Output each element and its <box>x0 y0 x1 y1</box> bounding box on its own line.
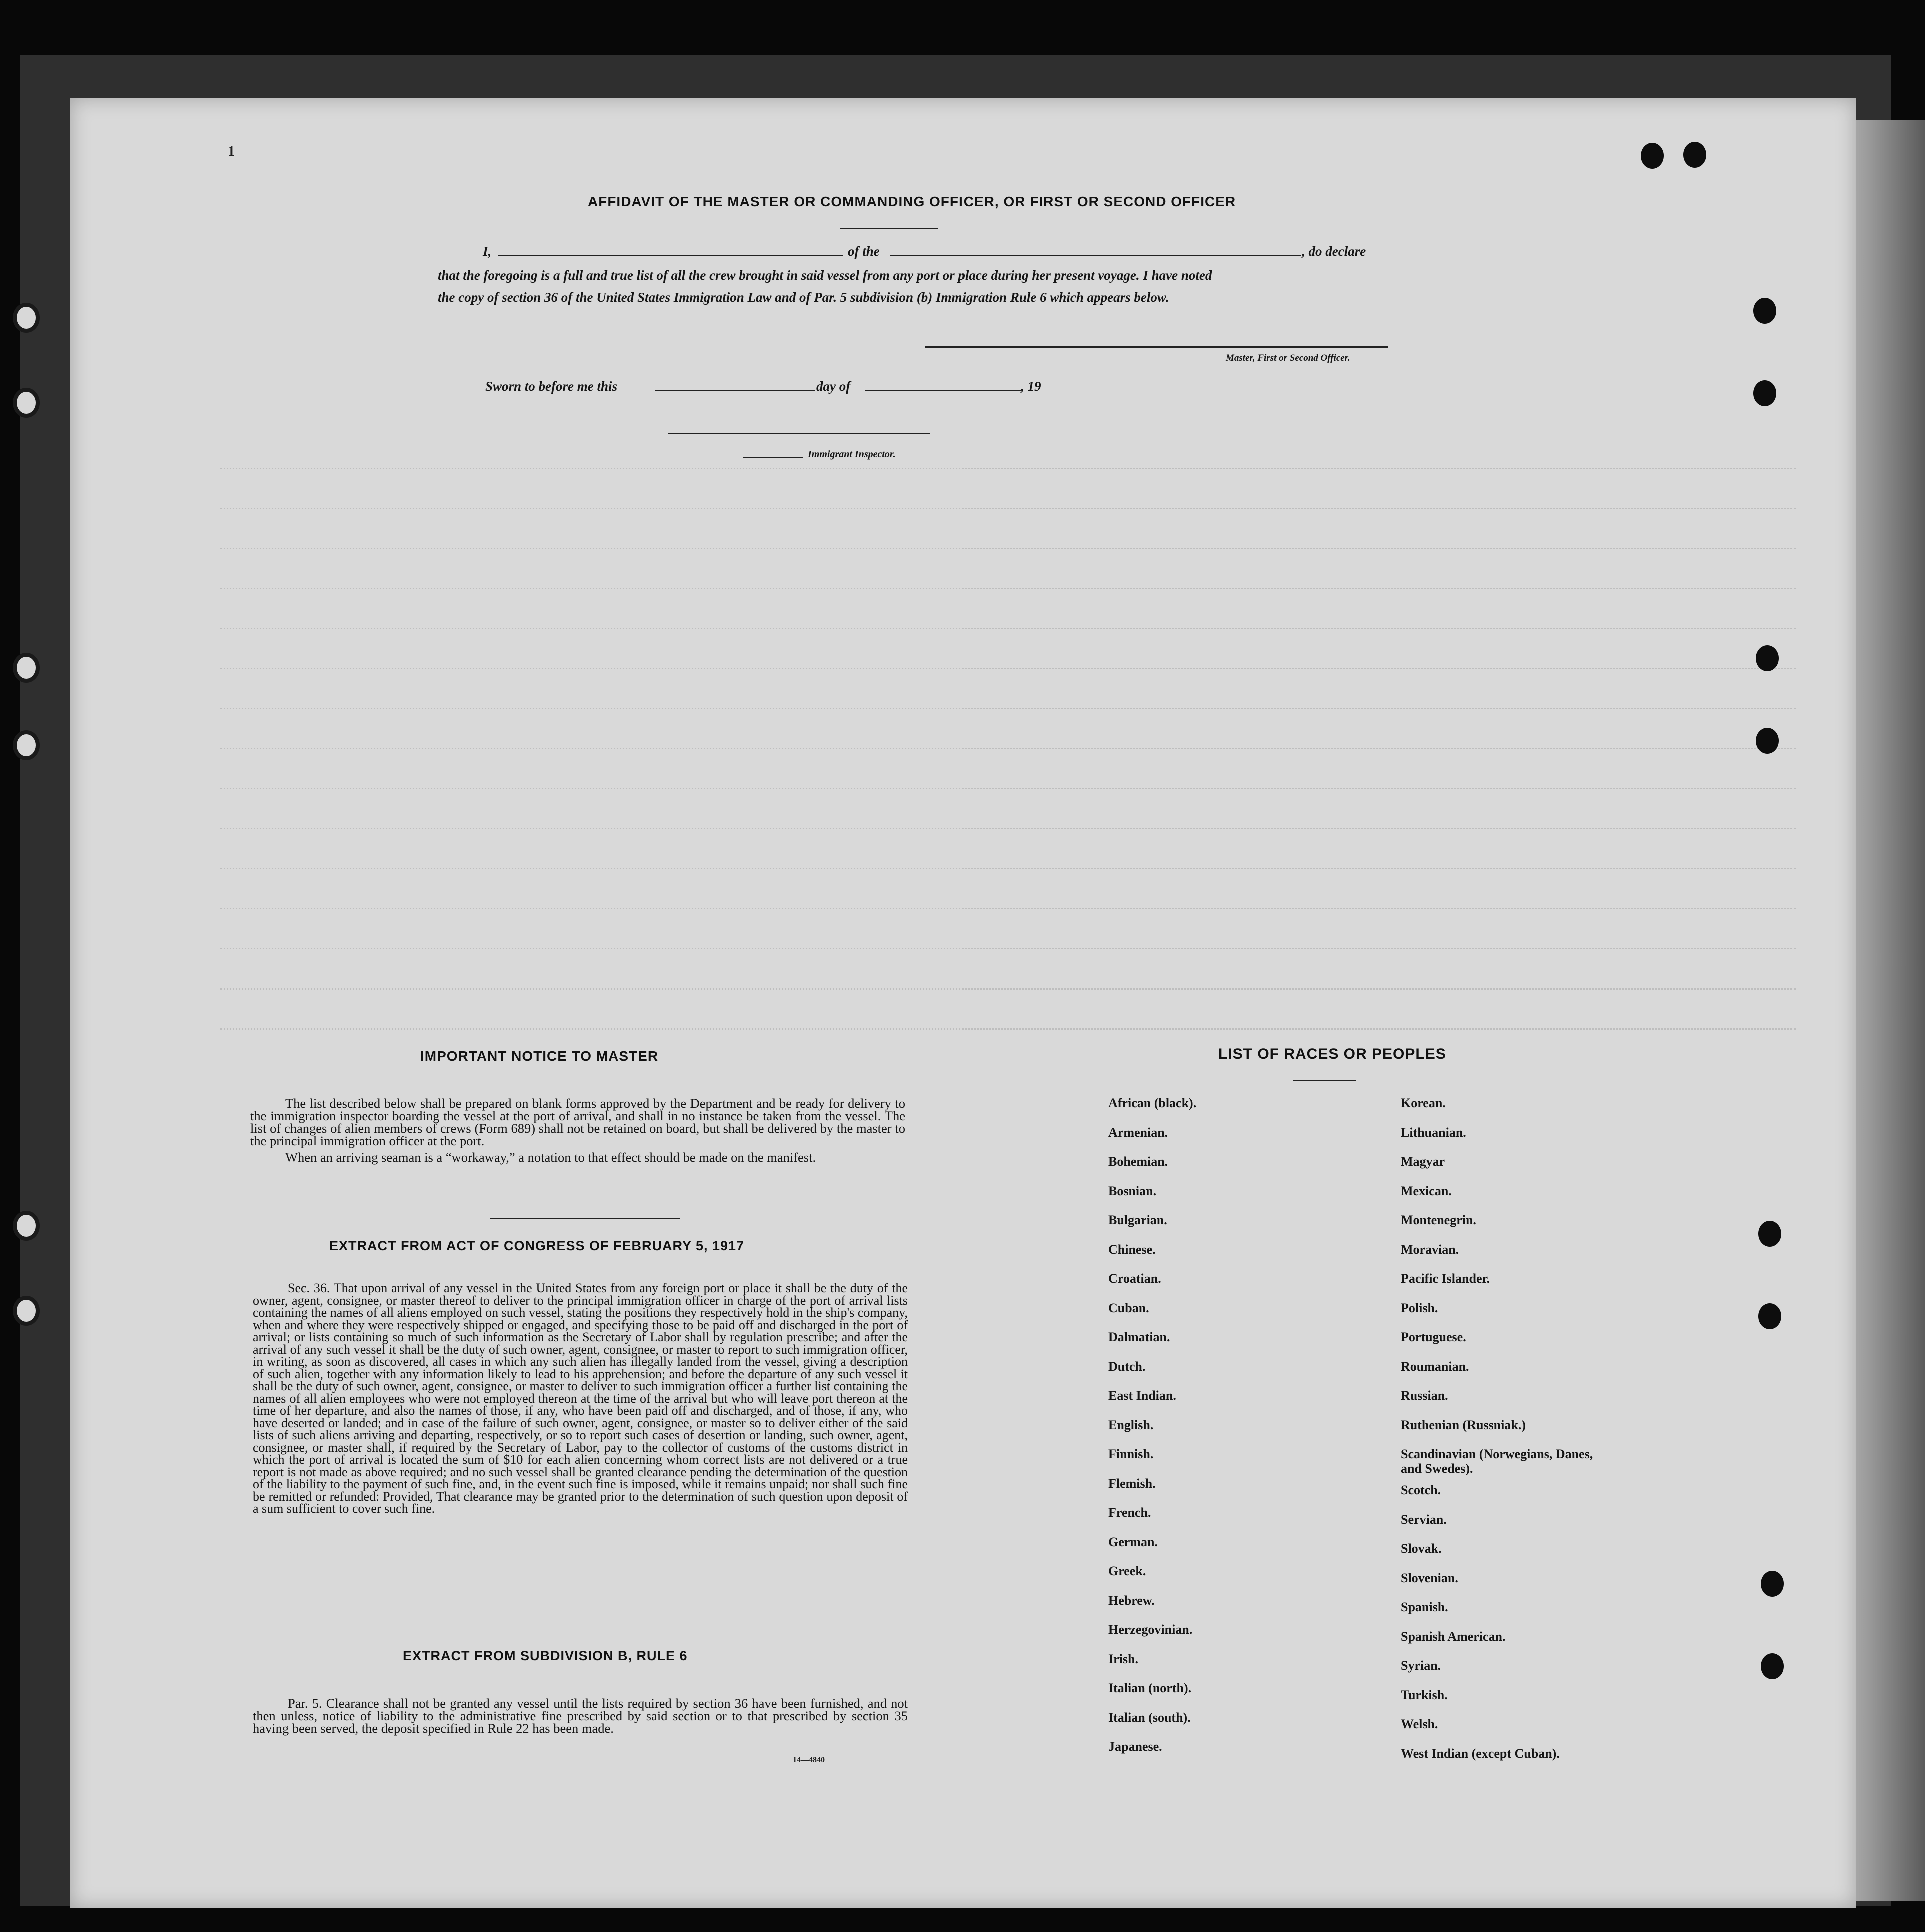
signature-line[interactable] <box>925 346 1388 348</box>
race-item: Armenian. <box>1108 1125 1168 1140</box>
bleed-through-row <box>220 908 1796 916</box>
binder-hole <box>13 388 40 418</box>
notice-paragraph-2: When an arriving seaman is a “workaway,” a notation to that effect should be made on the manifest. <box>285 1150 816 1165</box>
race-item: Herzegovinian. <box>1108 1622 1193 1637</box>
races-title: LIST OF RACES OR PEOPLES <box>1218 1046 1446 1062</box>
bleed-through-row <box>220 948 1796 956</box>
bleed-through-row <box>220 588 1796 596</box>
affidavit-of-the: of the <box>848 244 880 259</box>
bleed-through-row <box>220 748 1796 756</box>
races-divider <box>1293 1080 1356 1081</box>
bleed-through-row <box>220 628 1796 636</box>
punch-hole <box>1761 1653 1784 1679</box>
punch-hole <box>1761 1571 1784 1597</box>
sworn-day-of: day of <box>816 379 851 394</box>
race-item: East Indian. <box>1108 1388 1176 1403</box>
punch-hole <box>1683 142 1706 168</box>
page-number: 1 <box>228 144 235 159</box>
inspector-signature-line[interactable] <box>668 433 930 434</box>
race-item: Turkish. <box>1401 1687 1448 1702</box>
binder-hole <box>13 1211 40 1241</box>
document-page <box>70 98 1856 1908</box>
race-item: Greek. <box>1108 1564 1146 1578</box>
punch-hole <box>1756 728 1779 754</box>
punch-hole <box>1758 1221 1781 1247</box>
act-body <box>253 1282 908 1519</box>
race-item: Moravian. <box>1401 1242 1459 1257</box>
bleed-through-row <box>220 668 1796 676</box>
race-item: Spanish American. <box>1401 1629 1506 1644</box>
punch-hole <box>1758 1303 1781 1329</box>
bleed-through-row <box>220 788 1796 796</box>
bleed-through-row <box>220 988 1796 997</box>
bleed-through-row <box>220 828 1796 836</box>
affidavit-i: I, <box>483 244 492 259</box>
punch-hole <box>1753 298 1776 324</box>
race-item: Dutch. <box>1108 1359 1146 1374</box>
race-item: Montenegrin. <box>1401 1213 1476 1227</box>
act-text: Sec. 36. That upon arrival of any vessel in the United States from any foreign port or place it shall be the duty of the owner, agent, consignee, or master thereof to deliver to the principal immigration officer in charge of the port of arrival lists containing the names of all aliens employed on such vessel, stating the positions they respectively hold in the ship's company, when and where they were respectively shipped or engaged, and specifying those to be paid off and discharged in the port of arrival; or lists containing so much of such information as the Secretary of Labor shall by regulation prescribe; and after the arrival of any such vessel it shall be the duty of such owner, agent, consignee, or master to report to such immigration officer, in writing, as soon as discovered, all cases in which any such alien has illegally landed from the vessel, giving a description of such alien, together with any information likely to lead to his apprehension; and before the departure of any such vessel it shall be the duty of such owner, agent, consignee, or master to deliver to such immigration officer a further list containing the names of all alien employees who were not employed thereon at the time of the arrival but who will leave port thereon at the time of her departure, and also the names of those, if any, who have been paid off and discharged, and of those, if any, who have deserted or landed; and in case of the failure of such owner, agent, consignee, or master so to deliver either of the said lists of such aliens arriving and departing, respectively, or so to report such cases of desertion or landing, such owner, agent, consignee, or master shall, if required by the Secretary of Labor, pay to the collector of customs of the customs district in which the port of arrival is located the sum of $10 for each alien concerning whom correct lists are not delivered or a true report is not made as above required; and no such vessel shall be granted clearance pending the determination of the question of the liability to the payment of such fine, and, in the event such fine is imposed, while it remains unpaid; nor shall such fine be remitted or refunded: Provided, That clearance may be granted prior to the determination of such question upon deposit of a sum sufficient to cover such fine. <box>253 1281 908 1516</box>
bleed-through-row <box>220 548 1796 556</box>
race-item: Bulgarian. <box>1108 1213 1167 1227</box>
race-item: Russian. <box>1401 1388 1448 1403</box>
form-number: 14—4840 <box>793 1756 825 1764</box>
race-item: Polish. <box>1401 1300 1438 1315</box>
affidavit-body-1: that the foregoing is a full and true list of all the crew brought in said vessel from any port or place during her present voyage. I have noted <box>438 268 1212 283</box>
race-item: Chinese. <box>1108 1242 1156 1257</box>
rule-text: Par. 5. Clearance shall not be granted any vessel until the lists required by section 36 have been furnished, and not then unless, notice of liability to the administrative fine prescribed by said section or to that prescribed by section 35 having been served, the deposit specified in Rule 22 has been made. <box>253 1696 908 1736</box>
race-item: Scotch. <box>1401 1483 1441 1497</box>
bleed-through-row <box>220 508 1796 516</box>
name-blank[interactable] <box>498 255 843 256</box>
sworn-month-blank[interactable] <box>865 390 1021 391</box>
race-item: Flemish. <box>1108 1476 1156 1491</box>
bleed-through-row <box>220 868 1796 876</box>
race-item: Spanish. <box>1401 1600 1448 1614</box>
bleed-through-row <box>220 1028 1796 1037</box>
binder-hole <box>13 653 40 683</box>
race-item: Ruthenian (Russniak.) <box>1401 1417 1526 1432</box>
race-item: French. <box>1108 1505 1151 1520</box>
race-item: Pacific Islander. <box>1401 1271 1490 1286</box>
race-item: Slovak. <box>1401 1541 1442 1556</box>
race-item: Roumanian. <box>1401 1359 1469 1374</box>
binder-hole <box>13 303 40 333</box>
binder-hole <box>13 1296 40 1326</box>
signature-caption: Master, First or Second Officer. <box>1226 353 1350 363</box>
race-item: Mexican. <box>1401 1183 1452 1198</box>
sworn-day-blank[interactable] <box>655 390 815 391</box>
punch-hole <box>1753 380 1776 406</box>
race-item: Lithuanian. <box>1401 1125 1466 1140</box>
sworn-year: , 19 <box>1021 379 1041 394</box>
race-item: West Indian (except Cuban). <box>1401 1746 1560 1761</box>
race-item: German. <box>1108 1534 1158 1549</box>
notice-divider <box>490 1218 680 1219</box>
bleed-through-row <box>220 468 1796 476</box>
race-item: Finnish. <box>1108 1447 1154 1461</box>
bleed-through-row <box>220 708 1796 716</box>
affidavit-body-2: the copy of section 36 of the United States Immigration Law and of Par. 5 subdivision (b) Immigration Rule 6 which appears below. <box>438 290 1169 305</box>
race-item: Irish. <box>1108 1651 1138 1666</box>
race-item: Magyar <box>1401 1154 1445 1169</box>
vessel-blank[interactable] <box>890 255 1301 256</box>
race-item: Italian (south). <box>1108 1710 1191 1725</box>
race-item: Dalmatian. <box>1108 1330 1170 1344</box>
title-divider <box>840 228 938 229</box>
race-item: Welsh. <box>1401 1717 1438 1731</box>
rule-title: EXTRACT FROM SUBDIVISION B, RULE 6 <box>403 1648 688 1663</box>
notice-body <box>250 1097 905 1168</box>
race-item: Japanese. <box>1108 1739 1162 1754</box>
inspector-caption: Immigrant Inspector. <box>808 449 896 460</box>
affidavit-title: AFFIDAVIT OF THE MASTER OR COMMANDING OFFICER, OR FIRST OR SECOND OFFICER <box>588 194 1236 209</box>
race-item: African (black). <box>1108 1096 1197 1110</box>
inspector-short-line <box>743 457 803 458</box>
race-item: Servian. <box>1401 1512 1447 1527</box>
punch-hole <box>1641 143 1664 169</box>
rule-body <box>253 1697 908 1739</box>
race-item: Korean. <box>1401 1096 1446 1110</box>
race-item: Bohemian. <box>1108 1154 1168 1169</box>
race-item: Portuguese. <box>1401 1330 1466 1344</box>
race-item: Scandinavian (Norwegians, Danes, and Swedes). <box>1401 1447 1593 1476</box>
race-item: English. <box>1108 1417 1154 1432</box>
race-item: Cuban. <box>1108 1300 1149 1315</box>
binder-hole <box>13 730 40 760</box>
sworn-prefix: Sworn to before me this <box>485 379 618 394</box>
race-item: Slovenian. <box>1401 1570 1458 1585</box>
punch-hole <box>1756 645 1779 671</box>
race-item: Syrian. <box>1401 1658 1441 1673</box>
affidavit-do-declare: , do declare <box>1302 244 1366 259</box>
notice-paragraph-1: The list described below shall be prepared on blank forms approved by the Department and be ready for delivery to the immigration inspector boarding the vessel at the port of arrival, and shall in no instance be taken from the vessel. The list of changes of alien members of crews (Form 689) shall not be retained on board, but shall be delivered by the master to the principal immigration officer at the port. <box>250 1096 905 1148</box>
race-item: Bosnian. <box>1108 1183 1157 1198</box>
race-item: Italian (north). <box>1108 1681 1192 1695</box>
race-item: Croatian. <box>1108 1271 1161 1286</box>
notice-title: IMPORTANT NOTICE TO MASTER <box>420 1048 659 1064</box>
act-title: EXTRACT FROM ACT OF CONGRESS OF FEBRUARY 5, 1917 <box>329 1238 745 1253</box>
race-item: Hebrew. <box>1108 1593 1155 1608</box>
